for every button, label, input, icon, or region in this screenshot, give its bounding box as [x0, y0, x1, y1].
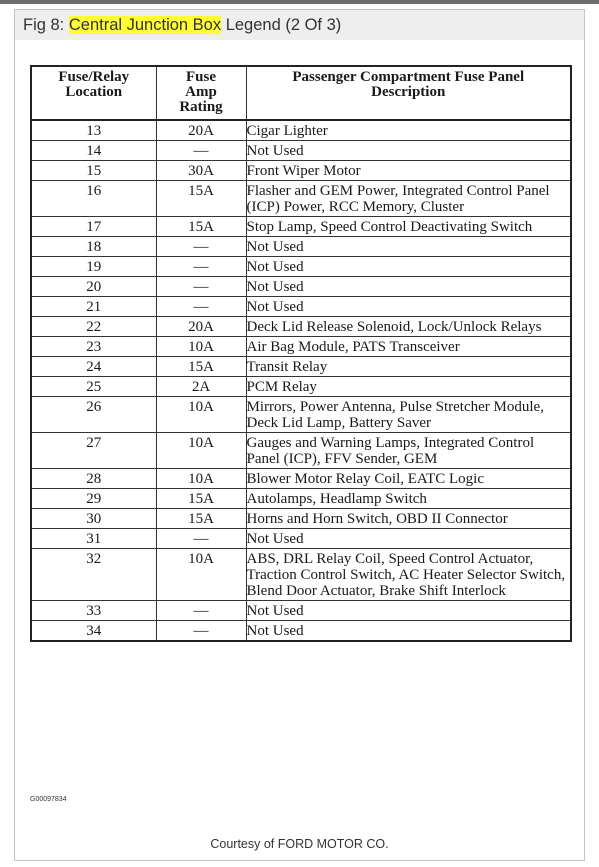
fuse-amp-cell: — [156, 277, 246, 297]
figure-title-suffix: Legend (2 Of 3) [221, 16, 342, 34]
fuse-location-cell: 33 [31, 601, 156, 621]
fuse-amp-cell: 15A [156, 181, 246, 217]
fuse-location-cell: 29 [31, 489, 156, 509]
fuse-description-cell: Not Used [246, 601, 571, 621]
table-row [31, 601, 571, 621]
fuse-description-cell: Mirrors, Power Antenna, Pulse Stretcher Module, Deck Lid Lamp, Battery Saver [246, 397, 571, 433]
figure-frame [14, 9, 585, 861]
fuse-location-cell: 21 [31, 297, 156, 317]
fuse-location-cell: 30 [31, 509, 156, 529]
fuse-description-cell: Not Used [246, 621, 571, 642]
table-row [31, 377, 571, 397]
fuse-location-cell: 26 [31, 397, 156, 433]
fuse-location-cell: 20 [31, 277, 156, 297]
fuse-location-cell: 31 [31, 529, 156, 549]
table-row [31, 317, 571, 337]
column-header-location: Fuse/Relay Location [31, 66, 156, 120]
fuse-amp-cell: — [156, 237, 246, 257]
table-row [31, 433, 571, 469]
fuse-location-cell: 17 [31, 217, 156, 237]
table-row [31, 357, 571, 377]
fuse-location-cell: 19 [31, 257, 156, 277]
fuse-amp-cell: 10A [156, 549, 246, 601]
fuse-legend-table-wrapper [30, 65, 572, 642]
fuse-description-cell: Not Used [246, 257, 571, 277]
fuse-description-cell: Gauges and Warning Lamps, Integrated Control Panel (ICP), FFV Sender, GEM [246, 433, 571, 469]
fuse-amp-cell: — [156, 601, 246, 621]
fuse-location-cell: 24 [31, 357, 156, 377]
fuse-description-cell: Not Used [246, 237, 571, 257]
fuse-amp-cell: 30A [156, 161, 246, 181]
column-header-description: Passenger Compartment Fuse Panel Description [246, 66, 571, 120]
fuse-amp-cell: — [156, 141, 246, 161]
fuse-description-cell: PCM Relay [246, 377, 571, 397]
fuse-description-cell: ABS, DRL Relay Coil, Speed Control Actuator, Traction Control Switch, AC Heater Selector Switch, Blend Door Actuator, Brake Shift Interlock [246, 549, 571, 601]
table-row [31, 120, 571, 141]
fuse-amp-cell: — [156, 621, 246, 642]
fuse-location-cell: 25 [31, 377, 156, 397]
figure-title-highlight: Central Junction Box [68, 16, 222, 34]
fuse-description-cell: Autolamps, Headlamp Switch [246, 489, 571, 509]
fuse-amp-cell: 10A [156, 433, 246, 469]
fuse-amp-cell: 15A [156, 509, 246, 529]
fuse-amp-cell: 15A [156, 489, 246, 509]
fuse-amp-cell: 15A [156, 357, 246, 377]
fuse-description-cell: Front Wiper Motor [246, 161, 571, 181]
fuse-description-cell: Air Bag Module, PATS Transceiver [246, 337, 571, 357]
table-row [31, 509, 571, 529]
fuse-amp-cell: — [156, 529, 246, 549]
table-row [31, 181, 571, 217]
column-header-amp-rating: Fuse Amp Rating [156, 66, 246, 120]
fuse-legend-table [30, 65, 572, 642]
figure-title-prefix: Fig 8: [23, 16, 69, 34]
fuse-location-cell: 16 [31, 181, 156, 217]
table-row [31, 257, 571, 277]
fuse-amp-cell: 15A [156, 217, 246, 237]
table-row [31, 217, 571, 237]
table-row [31, 277, 571, 297]
fuse-location-cell: 14 [31, 141, 156, 161]
table-row [31, 469, 571, 489]
table-row [31, 489, 571, 509]
fuse-amp-cell: — [156, 257, 246, 277]
fuse-description-cell: Transit Relay [246, 357, 571, 377]
table-row [31, 529, 571, 549]
fuse-description-cell: Not Used [246, 277, 571, 297]
courtesy-line: Courtesy of FORD MOTOR CO. [210, 837, 389, 851]
fuse-description-cell: Horns and Horn Switch, OBD II Connector [246, 509, 571, 529]
fuse-amp-cell: 20A [156, 120, 246, 141]
fuse-location-cell: 32 [31, 549, 156, 601]
fuse-amp-cell: 20A [156, 317, 246, 337]
fuse-description-cell: Deck Lid Release Solenoid, Lock/Unlock Relays [246, 317, 571, 337]
table-row [31, 161, 571, 181]
table-row [31, 141, 571, 161]
fuse-location-cell: 13 [31, 120, 156, 141]
fuse-description-cell: Not Used [246, 141, 571, 161]
table-row [31, 297, 571, 317]
fuse-location-cell: 18 [31, 237, 156, 257]
fuse-location-cell: 28 [31, 469, 156, 489]
fuse-location-cell: 34 [31, 621, 156, 642]
table-row [31, 549, 571, 601]
fuse-description-cell: Cigar Lighter [246, 120, 571, 141]
fuse-amp-cell: — [156, 297, 246, 317]
fuse-amp-cell: 2A [156, 377, 246, 397]
fuse-description-cell: Stop Lamp, Speed Control Deactivating Switch [246, 217, 571, 237]
figure-code: G00097834 [30, 796, 67, 803]
figure-title [15, 10, 584, 40]
table-row [31, 337, 571, 357]
fuse-location-cell: 22 [31, 317, 156, 337]
fuse-location-cell: 15 [31, 161, 156, 181]
fuse-location-cell: 23 [31, 337, 156, 357]
fuse-description-cell: Blower Motor Relay Coil, EATC Logic [246, 469, 571, 489]
fuse-amp-cell: 10A [156, 469, 246, 489]
table-header-row [31, 66, 571, 120]
table-row [31, 237, 571, 257]
table-row [31, 621, 571, 642]
table-body [31, 120, 571, 641]
fuse-description-cell: Not Used [246, 529, 571, 549]
fuse-location-cell: 27 [31, 433, 156, 469]
fuse-amp-cell: 10A [156, 397, 246, 433]
fuse-description-cell: Flasher and GEM Power, Integrated Control Panel (ICP) Power, RCC Memory, Cluster [246, 181, 571, 217]
fuse-amp-cell: 10A [156, 337, 246, 357]
top-divider-bar [0, 0, 599, 4]
fuse-description-cell: Not Used [246, 297, 571, 317]
table-row [31, 397, 571, 433]
